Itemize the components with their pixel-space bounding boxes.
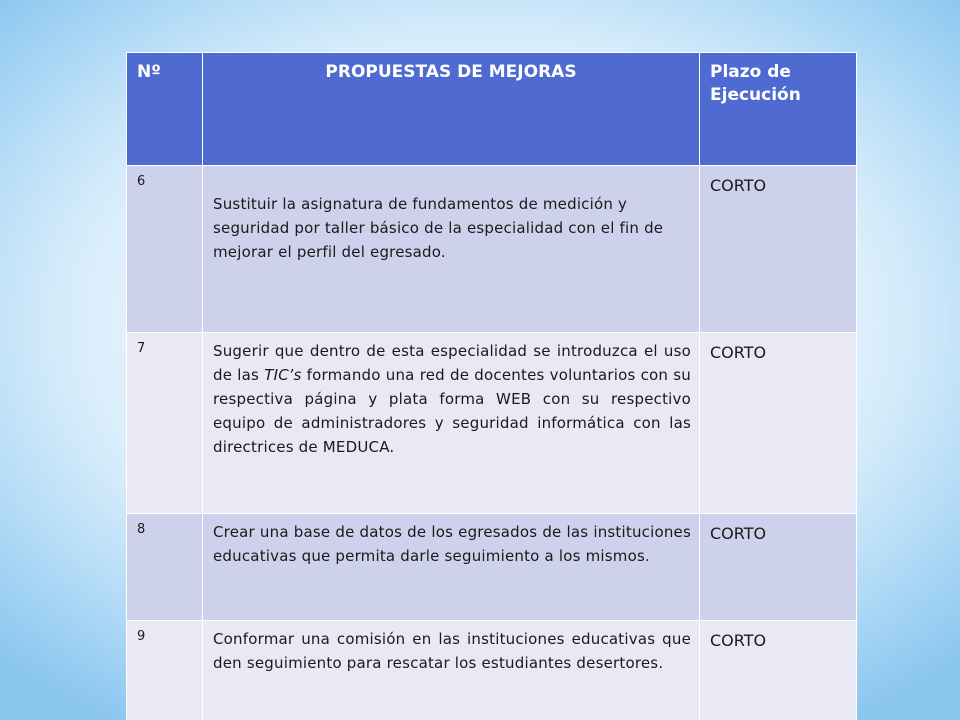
propuesta-text-pre: Sugerir que dentro de esta especialidad se introduzca el uso de las xyxy=(213,342,691,384)
propuesta-text-post: formando una red de docentes voluntarios con su respectiva página y plata forma WEB con su respectivo equipo de administradores y seguridad informática con las directrices de MEDUCA. xyxy=(213,366,691,456)
table-row xyxy=(127,333,857,514)
propuesta-text-emphasis: TIC’s xyxy=(264,366,302,384)
header-num: Nº xyxy=(127,53,203,166)
row-propuesta: Conformar una comisión en las instituciones educativas que den seguimiento para rescatar los estudiantes desertores. xyxy=(203,621,700,720)
header-plazo: Plazo de Ejecución xyxy=(700,53,857,166)
row-num: 6 xyxy=(127,166,203,333)
row-num: 9 xyxy=(127,621,203,720)
row-propuesta: Sustituir la asignatura de fundamentos de medición y seguridad por taller básico de la especialidad con el fin de mejorar el perfil del egresado. xyxy=(203,166,700,333)
propuestas-table xyxy=(126,52,857,720)
row-propuesta xyxy=(203,333,700,514)
header-propuestas: PROPUESTAS DE MEJORAS xyxy=(203,53,700,166)
row-num: 7 xyxy=(127,333,203,514)
row-plazo: CORTO xyxy=(700,166,857,333)
row-plazo: CORTO xyxy=(700,514,857,621)
row-plazo: CORTO xyxy=(700,333,857,514)
table-row xyxy=(127,166,857,333)
table-row xyxy=(127,621,857,720)
table-header-row xyxy=(127,53,857,166)
row-num: 8 xyxy=(127,514,203,621)
row-propuesta: Crear una base de datos de los egresados de las instituciones educativas que permita darle seguimiento a los mismos. xyxy=(203,514,700,621)
row-plazo: CORTO xyxy=(700,621,857,720)
table-row xyxy=(127,514,857,621)
